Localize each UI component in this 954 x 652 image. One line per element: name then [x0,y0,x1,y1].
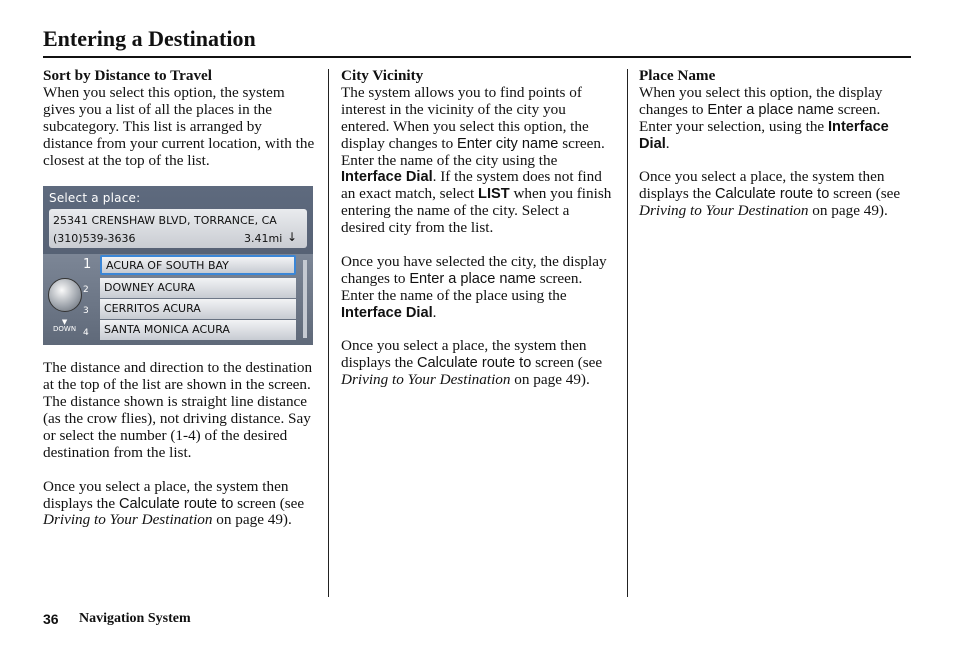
cross-reference: Driving to Your Destination [43,511,213,529]
screen-header: Select a place: [49,191,141,206]
paragraph-city-calculate [341,338,613,389]
screen-list-item: SANTA MONICA ACURA [100,320,296,340]
screen-name-enter-place: Enter a place name [409,270,536,287]
text: screen (see [531,354,603,372]
paragraph-sort-calculate [43,479,315,530]
screen-name-calculate-route: Calculate route to [118,495,234,512]
direction-arrow-icon: ↓ [287,230,298,245]
paragraph-place-intro [639,85,911,153]
screen-down-label: DOWN [53,325,77,334]
screen-name-enter-city: Enter city name [457,135,559,152]
column-city-vicinity [341,68,613,406]
interface-dial-term: Interface Dial [341,169,433,186]
text: screen. Enter the name of the city using the [341,134,605,169]
section-heading-city-vicinity: City Vicinity [341,67,424,84]
screen-list-item: ACURA OF SOUTH BAY [100,255,296,275]
screen-list-item: DOWNEY ACURA [100,278,296,298]
page-number: 36 [43,611,59,627]
column-divider-2 [627,69,628,597]
text: on page 49). [212,511,292,529]
paragraph-city-intro [341,85,613,237]
text: . [665,134,670,152]
paragraph-distance-direction: The distance and direction to the destination at the top of the list are shown in the screen. The distance shown is straight line distance (as the crow flies), not driving distance. Say or select the number (1-4) of the desired destination from the list. [43,359,313,461]
paragraph-sort-intro: When you select this option, the system gives you a list of all the places in the subcategory. This list is arranged by distance from your current location, with the closest at the top of the list. [43,83,315,169]
interface-dial-term: Interface Dial [639,118,889,152]
screen-down-indicator: ▼ DOWN [53,318,77,334]
cross-reference: Driving to Your Destination [341,371,511,389]
screen-row-number: 3 [83,306,89,317]
text: Once you select a place, the system then displays the [341,337,587,372]
screen-list-item: CERRITOS ACURA [100,299,296,319]
select-place-screen-image [43,186,313,345]
column-divider-1 [328,69,329,597]
screen-scrollbar [303,260,307,338]
screen-name-enter-place: Enter a place name [707,101,834,118]
cross-reference: Driving to Your Destination [639,202,809,220]
interface-dial-term: Interface Dial [341,304,433,321]
text: . If the system does not find an exact match, select [341,168,602,203]
text: Once you have selected the city, the display changes to [341,252,607,287]
screen-address-box [49,209,307,248]
screen-address: 25341 CRENSHAW BLVD, TORRANCE, CA [53,214,277,228]
text: screen (see [233,494,305,512]
text: When you select this option, the display changes to [639,83,883,118]
text: on page 49). [510,371,590,389]
column-place-name [639,68,911,237]
screen-row-number: 1 [83,257,92,273]
page-title: Entering a Destination [43,26,256,51]
screen-name-calculate-route: Calculate route to [416,355,532,372]
text: screen (see [829,185,901,203]
text: on page 49). [808,202,888,220]
text: when you finish entering the name of the city. Select a desired city from the list. [341,185,612,237]
text: screen. Enter your selection, using the [639,100,881,135]
title-rule [43,56,911,58]
screen-row-number: 4 [83,328,89,339]
section-heading-sort-by-distance: Sort by Distance to Travel [43,67,213,84]
section-heading-place-name: Place Name [639,67,716,84]
text: The system allows you to find points of interest in the vicinity of the city you entered. When you select this option, the display changes to [341,83,589,152]
list-term: LIST [478,186,510,203]
screen-row-number: 2 [83,285,89,296]
footer-section-title: Navigation System [79,611,191,626]
text: Once you select a place, the system then displays the [43,477,289,512]
paragraph-place-calculate [639,169,911,220]
screen-phone: (310)539-3636 [53,232,136,246]
text: screen. Enter the name of the place using the [341,269,583,304]
column-sort-by-distance [43,68,315,546]
text: Once you select a place, the system then displays the [639,168,885,203]
paragraph-city-place [341,254,613,322]
screen-name-calculate-route: Calculate route to [714,186,830,203]
screen-distance: 3.41mi [244,232,283,246]
text: . [432,303,437,321]
